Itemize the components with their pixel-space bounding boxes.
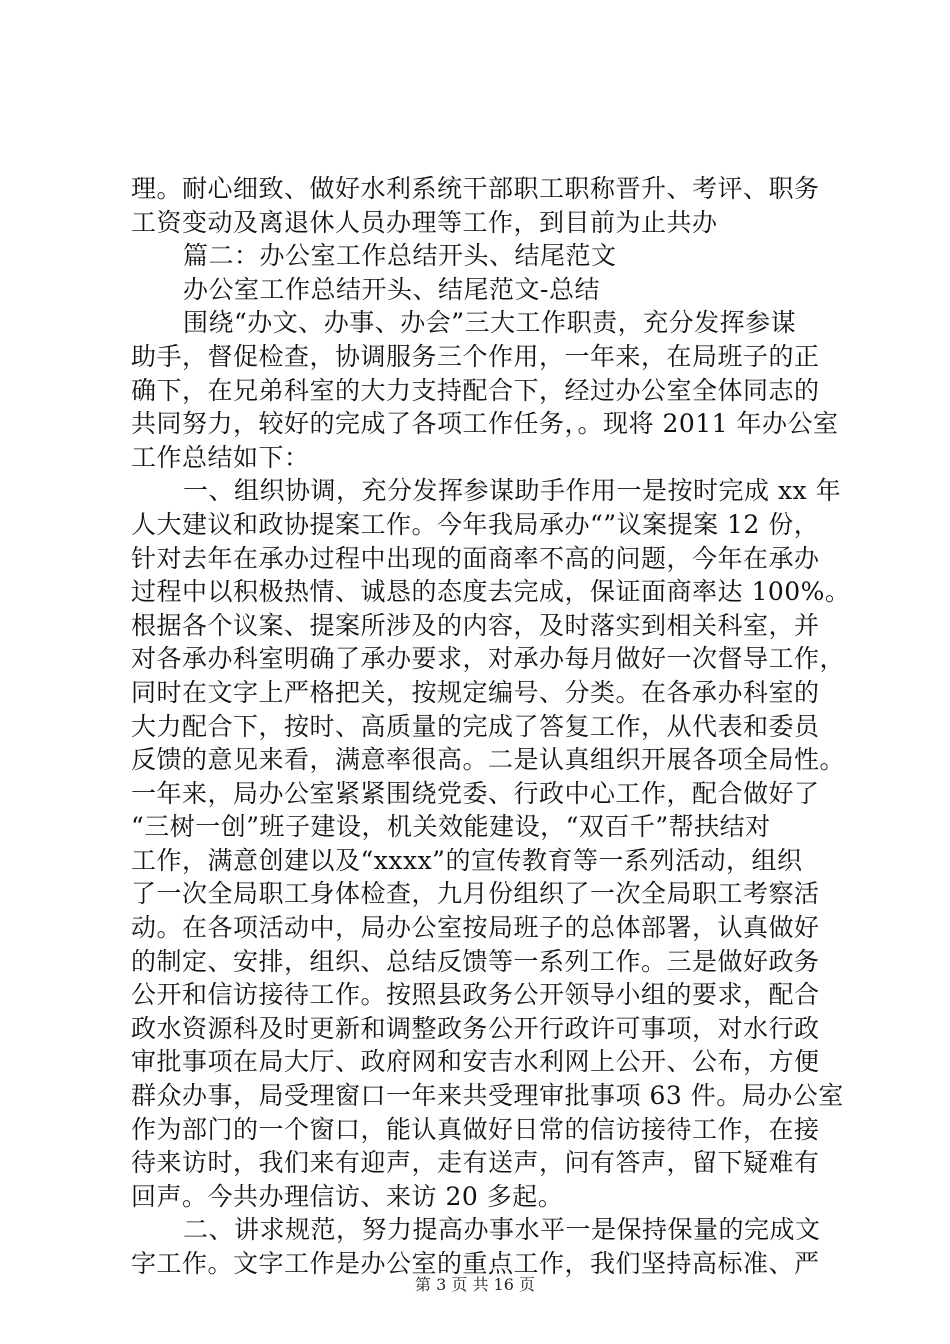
text-line: 过程中以积极热情、诚恳的态度去完成，保证面商率达 100%。 [131, 577, 851, 607]
text-line: 的制定、安排，组织、总结反馈等一系列工作。三是做好政务 [131, 946, 820, 976]
text-line: “三树一创”班子建设，机关效能建设，“双百千”帮扶结对 [131, 812, 771, 842]
subtitle: 办公室工作总结开头、结尾范文-总结 [183, 274, 600, 304]
text-line: 大力配合下，按时、高质量的完成了答复工作，从代表和委员 [131, 711, 820, 741]
text-line: 根据各个议案、提案所涉及的内容，及时落实到相关科室，并 [131, 610, 820, 640]
text-line: 公开和信访接待工作。按照县政务公开领导小组的要求，配合 [131, 980, 820, 1010]
text-line: 工资变动及离退休人员办理等工作，到目前为止共办 [131, 207, 718, 237]
text-line: 一、组织协调，充分发挥参谋助手作用一是按时完成 xx 年 [183, 476, 842, 506]
text-line: 政水资源科及时更新和调整政务公开行政许可事项，对水行政 [131, 1013, 820, 1043]
text-line: 人大建议和政协提案工作。今年我局承办“”议案提案 12 份， [131, 509, 820, 539]
text-line: 对各承办科室明确了承办要求，对承办每月做好一次督导工作， [131, 644, 846, 674]
body-text [131, 172, 851, 1281]
text-line: 字工作。文字工作是办公室的重点工作，我们坚持高标准、严 [131, 1249, 820, 1278]
text-line: 共同努力，较好的完成了各项工作任务，。现将 2011 年办公室 [131, 409, 839, 439]
text-line: 工作总结如下： [131, 442, 310, 472]
text-line: 群众办事，局受理窗口一年来共受理审批事项 63 件。局办公室 [131, 1081, 844, 1111]
text-line: 了一次全局职工身体检查，九月份组织了一次全局职工考察活 [131, 879, 820, 909]
text-line: 作为部门的一个窗口，能认真做好日常的信访接待工作，在接 [131, 1114, 820, 1144]
text-line: 回声。今共办理信访、来访 20 多起。 [131, 1181, 564, 1211]
page-footer: 第 3 页 共 16 页 [415, 1275, 535, 1294]
text-line: 助手，督促检查，协调服务三个作用，一年来，在局班子的正 [131, 341, 820, 371]
text-line: 反馈的意见来看，满意率很高。二是认真组织开展各项全局性。 [131, 745, 846, 775]
section-heading: 篇二：办公室工作总结开头、结尾范文 [183, 241, 617, 271]
text-line: 一年来，局办公室紧紧围绕党委、行政中心工作，配合做好了 [131, 778, 820, 808]
text-line: 二、讲求规范，努力提高办事水平一是保持保量的完成文 [183, 1215, 821, 1245]
text-line: 同时在文字上严格把关，按规定编号、分类。在各承办科室的 [131, 677, 820, 707]
text-line: 动。在各项活动中，局办公室按局班子的总体部署，认真做好 [131, 913, 820, 943]
text-line: 工作，满意创建以及“xxxx”的宣传教育等一系列活动，组织 [131, 845, 803, 875]
text-line: 审批事项在局大厅、政府网和安吉水利网上公开、公布，方便 [131, 1047, 820, 1077]
text-line: 围绕“办文、办事、办会”三大工作职责，充分发挥参谋 [183, 308, 797, 338]
text-line: 针对去年在承办过程中出现的面商率不高的问题，今年在承办 [131, 543, 820, 573]
text-line: 待来访时，我们来有迎声，走有送声，问有答声，留下疑难有 [131, 1148, 820, 1178]
text-line: 理。耐心细致、做好水利系统干部职工职称晋升、考评、职务 [131, 174, 820, 203]
text-line: 确下，在兄弟科室的大力支持配合下，经过办公室全体同志的 [131, 375, 820, 405]
